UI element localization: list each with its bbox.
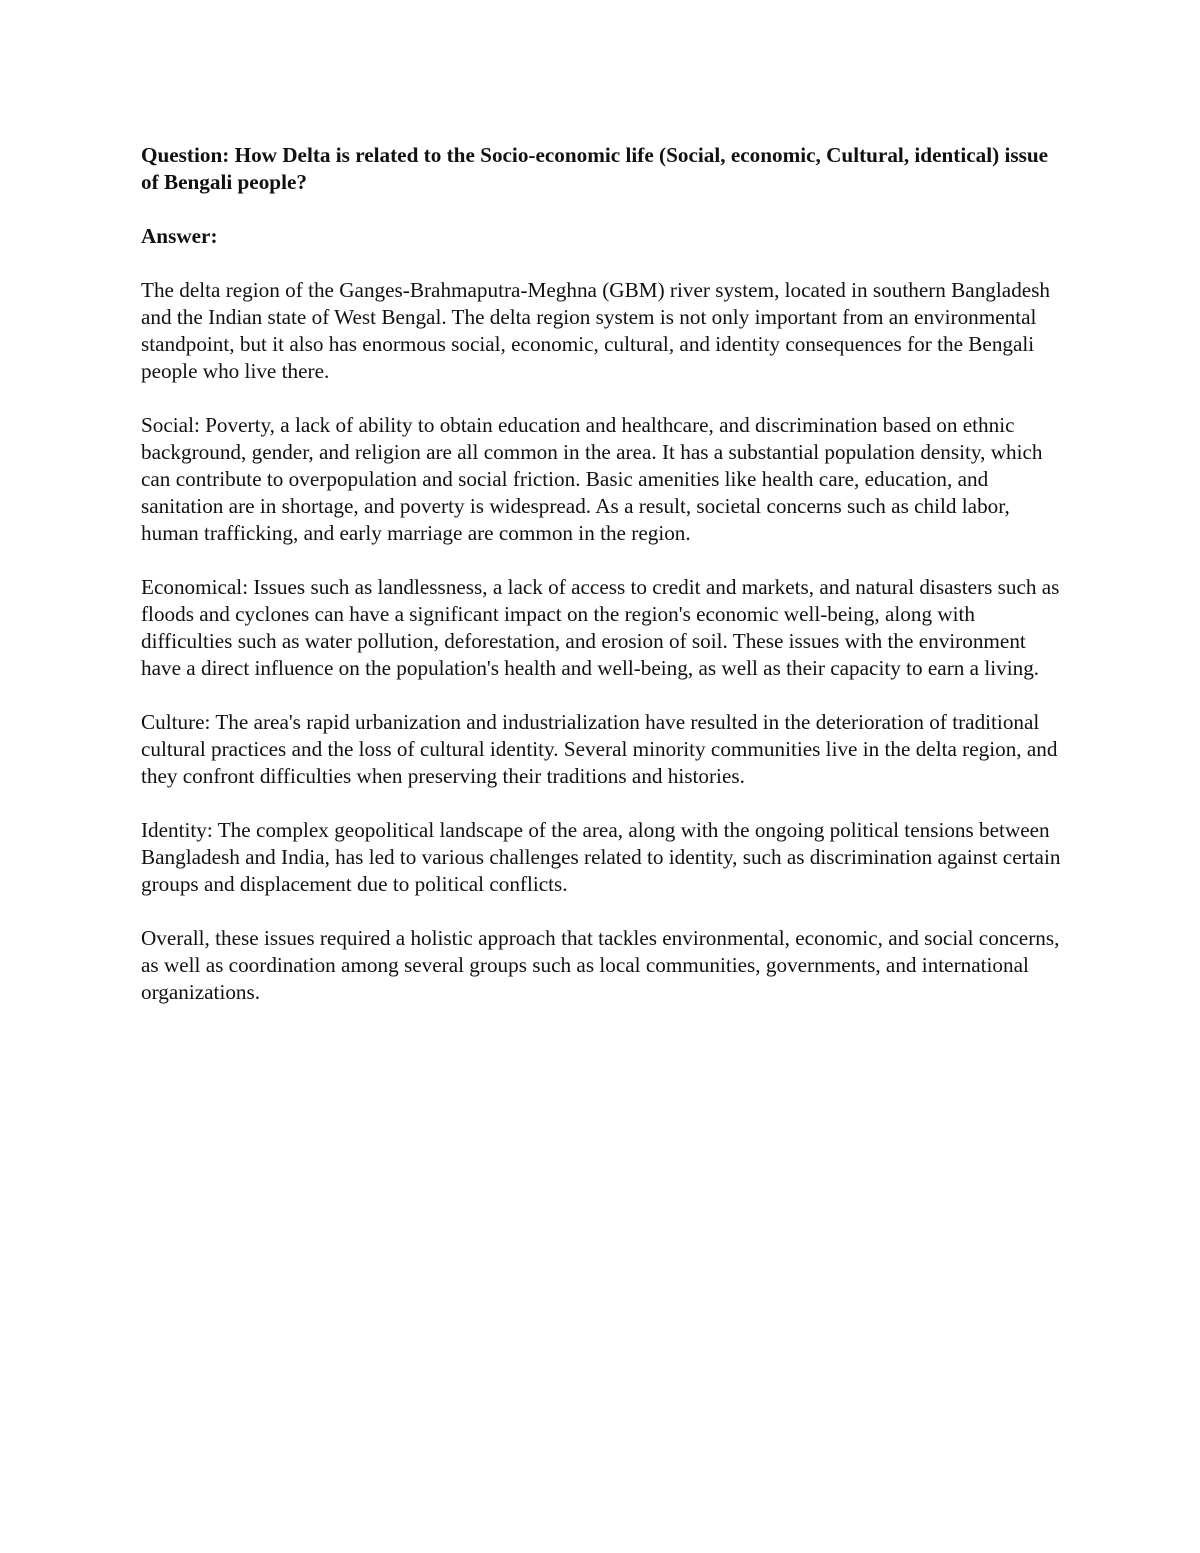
economical-paragraph: Economical: Issues such as landlessness, a lack of access to credit and markets, and natural disasters such as floods and cyclones can have a significant impact on the region's economic well-being, along with difficulties such as water pollution, deforestation, and erosion of soil. These issues with the environment have a direct influence on the population's health and well-being, as well as their capacity to earn a living. <box>141 575 1060 680</box>
social-paragraph: Social: Poverty, a lack of ability to obtain education and healthcare, and discrimination based on ethnic background, gender, and religion are all common in the area. It has a substantial population density, which can contribute to overpopulation and social friction. Basic amenities like health care, education, and sanitation are in shortage, and poverty is widespread. As a result, societal concerns such as child labor, human trafficking, and early marriage are common in the region. <box>141 413 1043 545</box>
identity-paragraph: Identity: The complex geopolitical landscape of the area, along with the ongoing political tensions between Bangladesh and India, has led to various challenges related to identity, such as discrimination against certain groups and displacement due to political conflicts. <box>141 818 1061 896</box>
intro-paragraph: The delta region of the Ganges-Brahmaputra-Meghna (GBM) river system, located in southern Bangladesh and the Indian state of West Bengal. The delta region system is not only important from an environmental standpoint, but it also has enormous social, economic, cultural, and identity consequences for the Bengali people who live there. <box>141 278 1051 383</box>
overall-paragraph: Overall, these issues required a holistic approach that tackles environmental, economic, and social concerns, as well as coordination among several groups such as local communities, governments, and international organizations. <box>141 926 1060 1004</box>
culture-paragraph: Culture: The area's rapid urbanization and industrialization have resulted in the deterioration of traditional cultural practices and the loss of cultural identity. Several minority communities live in the delta region, and they confront difficulties when preserving their traditions and histories. <box>141 710 1058 788</box>
answer-label: Answer: <box>141 224 218 248</box>
document-body <box>141 142 1066 1033</box>
question-heading: Question: How Delta is related to the Socio-economic life (Social, economic, Cultural, identical) issue of Bengali people? <box>141 143 1049 194</box>
